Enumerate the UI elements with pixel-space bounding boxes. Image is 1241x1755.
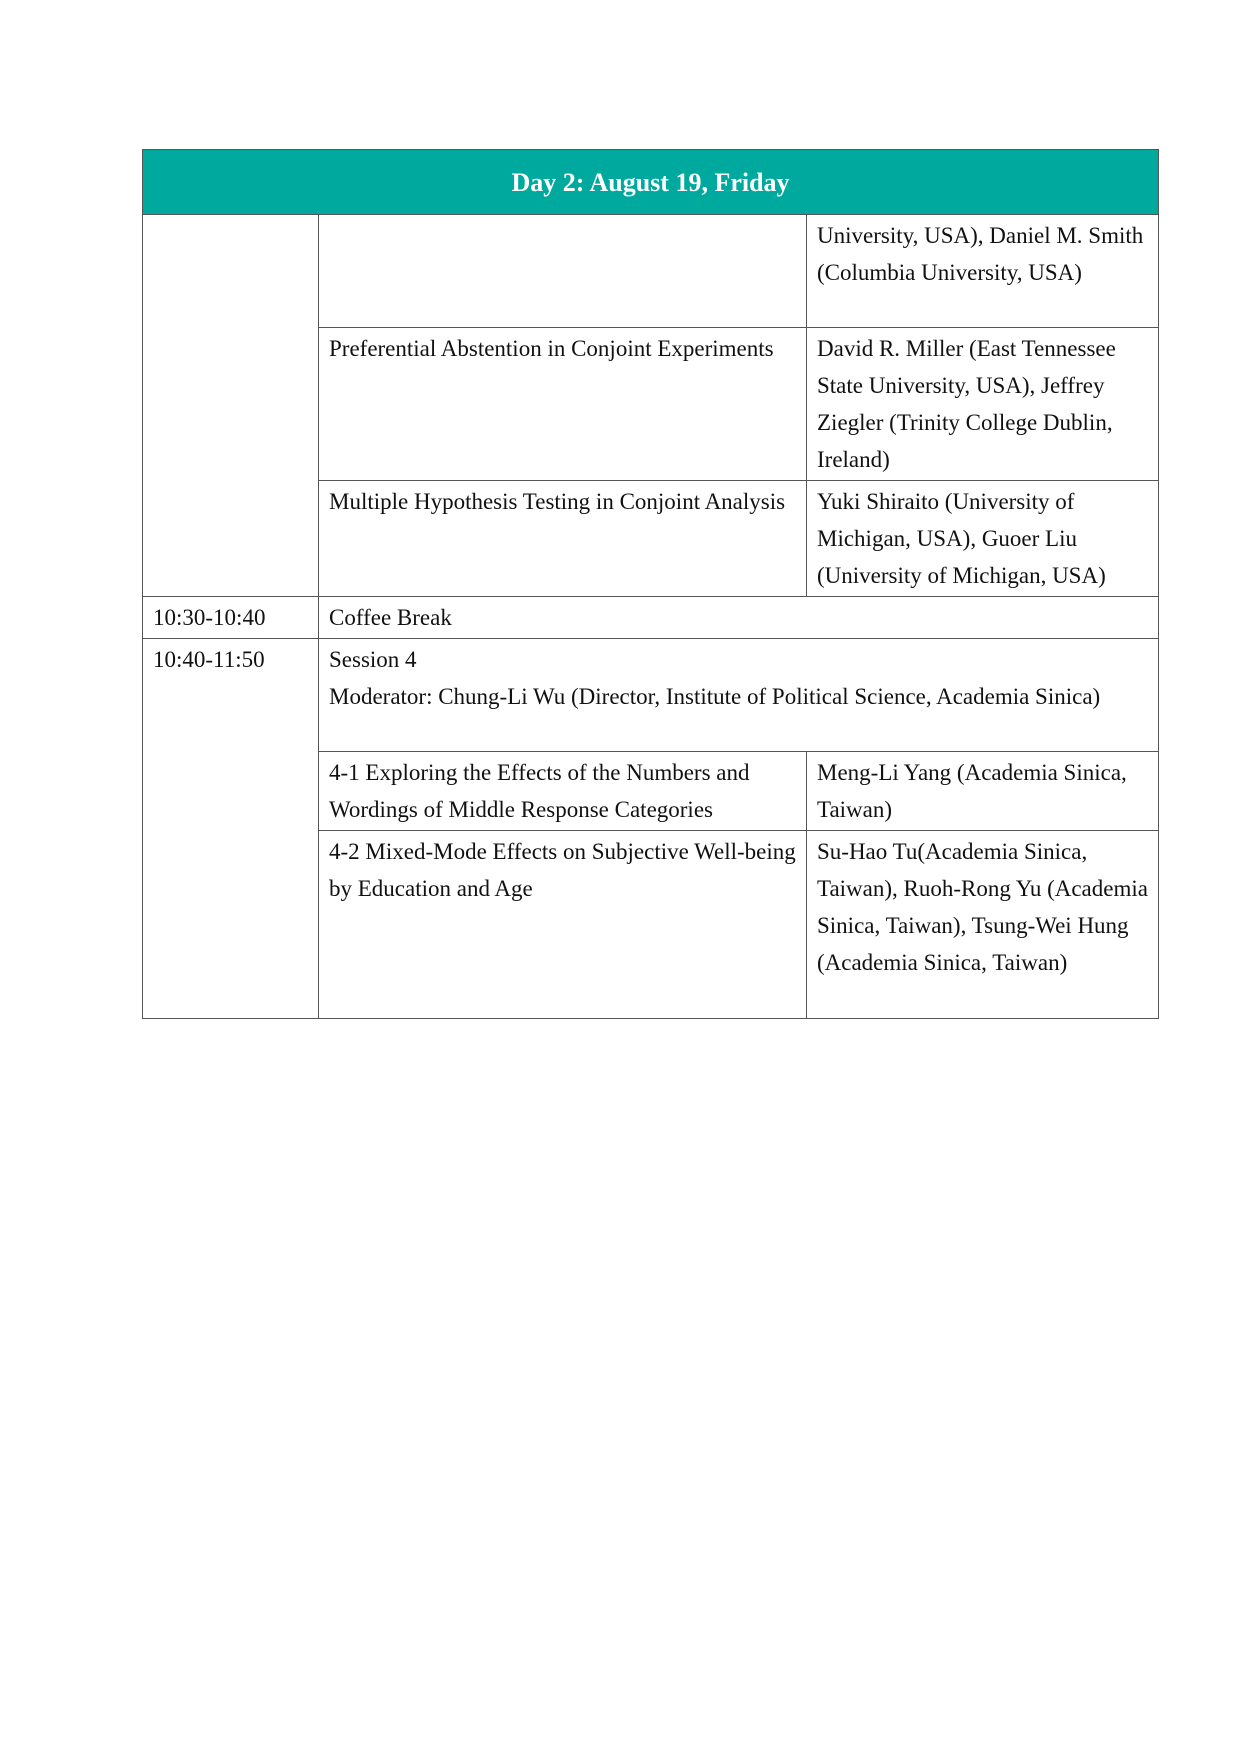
paper-authors-cell: Meng-Li Yang (Academia Sinica, Taiwan) <box>807 752 1159 831</box>
day-title: Day 2: August 19, Friday <box>143 150 1159 215</box>
paper-authors-cell: University, USA), Daniel M. Smith (Columbia University, USA) <box>807 215 1159 328</box>
moderator-text: Moderator: Chung-Li Wu (Director, Institute of Political Science, Academia Sinica) <box>329 684 1101 709</box>
session-label: Session 4 <box>329 647 417 672</box>
break-label: Coffee Break <box>319 597 1159 639</box>
paper-title-cell: Multiple Hypothesis Testing in Conjoint Analysis <box>319 481 807 597</box>
time-cell: 10:40-11:50 <box>143 639 319 1019</box>
table-row <box>143 639 1159 752</box>
paper-authors-cell: David R. Miller (East Tennessee State University, USA), Jeffrey Ziegler (Trinity College Dublin, Ireland) <box>807 328 1159 481</box>
time-cell-empty <box>143 215 319 597</box>
table-row <box>143 215 1159 328</box>
paper-title-cell: 4-1 Exploring the Effects of the Numbers and Wordings of Middle Response Categories <box>319 752 807 831</box>
session-cell <box>319 639 1159 752</box>
schedule-table <box>142 149 1159 1019</box>
table-row <box>143 597 1159 639</box>
paper-authors-cell: Yuki Shiraito (University of Michigan, USA), Guoer Liu (University of Michigan, USA) <box>807 481 1159 597</box>
paper-authors-cell: Su-Hao Tu(Academia Sinica, Taiwan), Ruoh-Rong Yu (Academia Sinica, Taiwan), Tsung-Wei Hung (Academia Sinica, Taiwan) <box>807 831 1159 1019</box>
day-header-row <box>143 150 1159 215</box>
time-cell: 10:30-10:40 <box>143 597 319 639</box>
paper-title-cell: Preferential Abstention in Conjoint Experiments <box>319 328 807 481</box>
paper-title-cell <box>319 215 807 328</box>
paper-title-cell: 4-2 Mixed-Mode Effects on Subjective Well-being by Education and Age <box>319 831 807 1019</box>
